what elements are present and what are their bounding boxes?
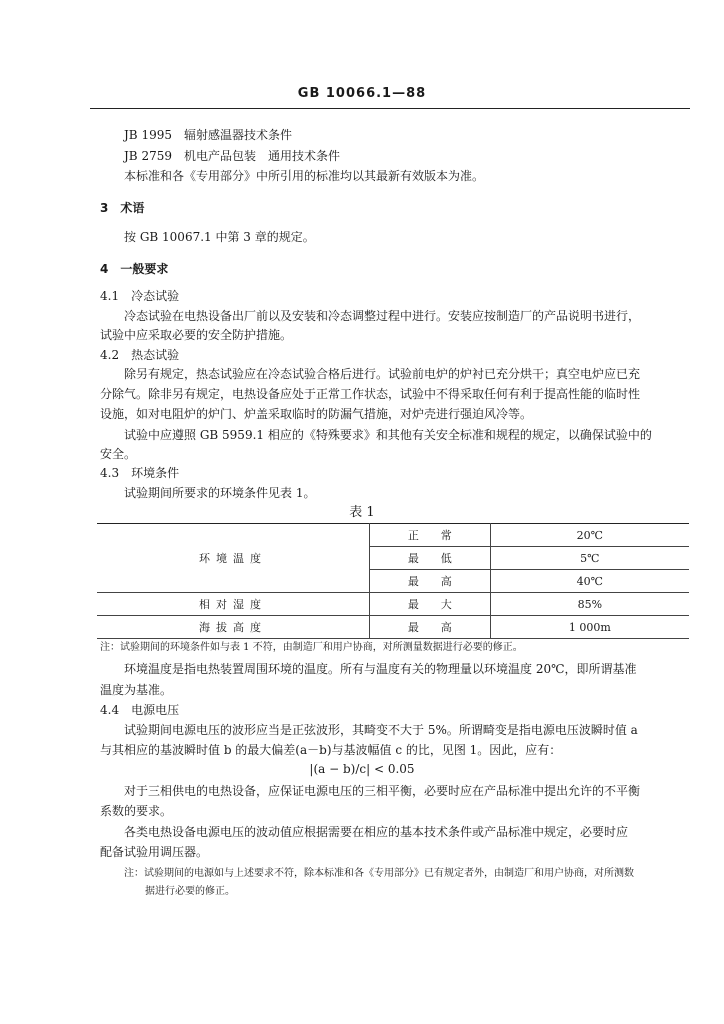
table-cell: 相对湿度 xyxy=(97,593,369,616)
paragraph-line: 与其相应的基波瞬时值 b 的最大偏差(a－b)与基波幅值 c 的比，见图 1。因此，应有： xyxy=(100,743,562,757)
paragraph-line: 冷态试验在电热设备出厂前以及安装和冷态调整过程中进行。安装应按制造厂的产品说明书进行， xyxy=(124,309,641,323)
section-3-heading: 3 术语 xyxy=(100,201,145,215)
section-3-text: 按 GB 10067.1 中第 3 章的规定。 xyxy=(124,230,315,244)
section-4-4-title: 4.4 电源电压 xyxy=(100,703,180,717)
section-4-1-title: 4.1 冷态试验 xyxy=(100,289,180,303)
paragraph-line: 安全。 xyxy=(100,447,137,461)
table-cell: 85% xyxy=(490,593,689,616)
table-cell: 正 常 xyxy=(369,524,490,547)
standard-code-header: GB 10066.1—88 xyxy=(297,86,427,101)
table-row xyxy=(97,616,689,639)
paragraph-line: 配备试验用调压器。 xyxy=(100,845,209,859)
distortion-formula: |(a − b)/c| < 0.05 xyxy=(309,762,415,776)
section-4-heading: 4 一般要求 xyxy=(100,262,169,276)
table-cell: 最 高 xyxy=(369,570,490,593)
paragraph-line: 系数的要求。 xyxy=(100,804,173,818)
paragraph-line: 环境温度是指电热装置周围环境的温度。所有与温度有关的物理量以环境温度 20℃，即所谓基准 xyxy=(124,662,637,676)
section-4-2-title: 4.2 热态试验 xyxy=(100,348,180,362)
ref-item: JB 1995 辐射感温器技术条件 xyxy=(124,128,292,142)
paragraph-line: 设施，如对电阻炉的炉门、炉盖采取临时的防漏气措施，对炉壳进行强迫风冷等。 xyxy=(100,407,533,421)
voltage-note: 注：试验期间的电源如与上述要求不符，除本标准和各《专用部分》已有规定者外，由制造厂和用户协商，对所测数 xyxy=(124,868,634,879)
table-note: 注：试验期间的环境条件如与表 1 不符，由制造厂和用户协商，对所测量数据进行必要的修正。 xyxy=(100,642,523,653)
table-cell: 40℃ xyxy=(490,570,689,593)
table-row xyxy=(97,593,689,616)
table-cell: 海拔高度 xyxy=(97,616,369,639)
table-cell: 最 低 xyxy=(369,547,490,570)
table-row xyxy=(97,524,689,547)
table-cell: 20℃ xyxy=(490,524,689,547)
ref-item: JB 2759 机电产品包装 通用技术条件 xyxy=(124,149,340,163)
paragraph-line: 试验期间所要求的环境条件见表 1。 xyxy=(124,486,316,500)
section-4-3-title: 4.3 环境条件 xyxy=(100,466,180,480)
paragraph-line: 试验中应采取必要的安全防护措施。 xyxy=(100,328,293,342)
paragraph-line: 各类电热设备电源电压的波动值应根据需要在相应的基本技术条件或产品标准中规定，必要时应 xyxy=(124,825,629,839)
voltage-note: 据进行必要的修正。 xyxy=(145,886,235,897)
paragraph-line: 试验期间电源电压的波形应当是正弦波形，其畸变不大于 5%。所谓畸变是指电源电压波瞬时值 a xyxy=(124,723,638,737)
paragraph-line: 对于三相供电的电热设备，应保证电源电压的三相平衡，必要时应在产品标准中提出允许的不平衡 xyxy=(124,784,641,798)
table-cell: 环境温度 xyxy=(97,524,369,593)
table-cell: 最 高 xyxy=(369,616,490,639)
paragraph-line: 除另有规定，热态试验应在冷态试验合格后进行。试验前电炉的炉衬已充分烘干；真空电炉应已充 xyxy=(124,367,641,381)
paragraph-line: 温度为基准。 xyxy=(100,683,173,697)
table-cell: 最 大 xyxy=(369,593,490,616)
table-cell: 1 000m xyxy=(490,616,689,639)
table-cell: 5℃ xyxy=(490,547,689,570)
ref-item: 本标准和各《专用部分》中所引用的标准均以其最新有效版本为准。 xyxy=(124,169,485,183)
paragraph-line: 试验中应遵照 GB 5959.1 相应的《特殊要求》和其他有关安全标准和规程的规定，以确保试验中的 xyxy=(124,428,652,442)
header-rule xyxy=(90,108,690,109)
environment-conditions-table xyxy=(97,523,689,639)
table-caption: 表 1 xyxy=(349,505,375,520)
paragraph-line: 分除气。除非另有规定，电热设备应处于正常工作状态，试验中不得采取任何有利于提高性能的临时性 xyxy=(100,387,641,401)
